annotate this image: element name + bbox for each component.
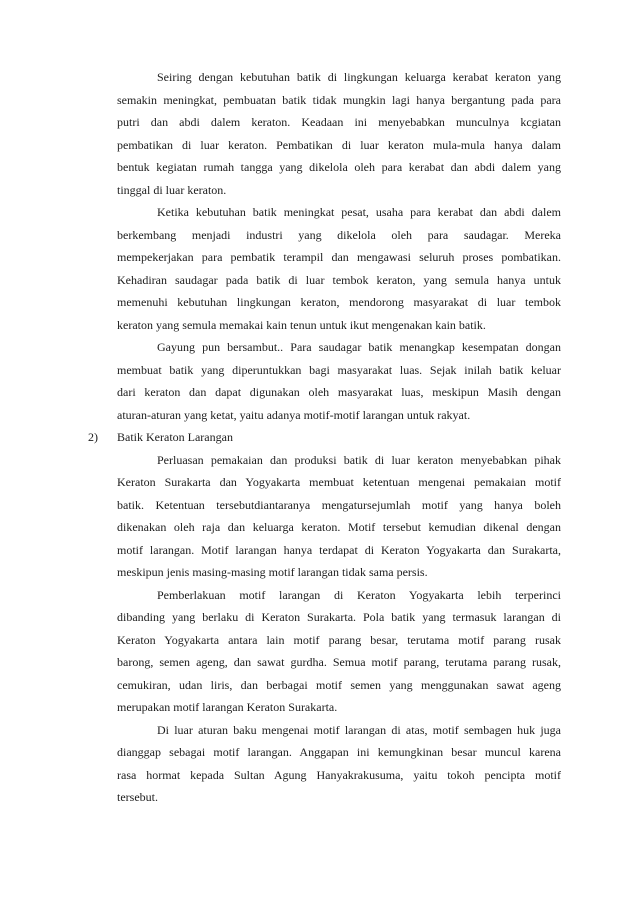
text-line: Gayung pun bersambut.. Para saudagar batik menangkap kesempatan dongan: [157, 340, 561, 354]
text-line: putri dan abdi dalem keraton. Keadaan ini menyebabkan munculnya kcgiatan: [117, 115, 561, 129]
body-text: [88, 66, 561, 809]
text-line: merupakan motif larangan Keraton Surakarta.: [117, 700, 338, 714]
text-line: Keraton Yogyakarta antara lain motif parang besar, terutama motif parang rusak: [117, 632, 561, 647]
text-line: batik. Ketentuan tersebutdiantaranya mengatursejumlah motif yang hanya boleh: [117, 497, 561, 512]
text-line: memenuhi kebutuhan lingkungan keraton, mendorong masyarakat di luar tembok: [117, 295, 561, 309]
text-line: Ketika kebutuhan batik meningkat pesat, usaha para kerabat dan abdi dalem: [157, 205, 561, 219]
text-line: Kehadiran saudagar pada batik di luar tembok keraton, yang semula hanya untuk: [117, 272, 561, 287]
paragraph: [117, 449, 561, 584]
paragraph: [117, 336, 561, 426]
text-line: meskipun jenis masing-masing motif larangan tidak sama persis.: [117, 565, 428, 579]
text-line: keraton yang semula memakai kain tenun untuk ikut mengenakan kain batik.: [117, 317, 486, 332]
text-line: dari keraton dan dapat digunakan oleh masyarakat luas, meskipun Masih dengan: [117, 385, 561, 399]
paragraph: [117, 584, 561, 719]
text-line: Keraton Surakarta dan Yogyakarta membuat ketentuan mengenai pemakaian motif: [117, 475, 561, 489]
text-line: dibanding yang berlaku di Keraton Surakarta. Pola batik yang termasuk larangan di: [117, 610, 561, 624]
text-line: berkembang menjadi industri yang dikelola oleh para saudagar. Mereka: [117, 227, 561, 242]
text-line: barong, semen ageng, dan sawat gurdha. Semua motif parang, terutama parang rusak,: [117, 655, 561, 669]
text-line: Di luar aturan baku mengenai motif larangan di atas, motif sembagen huk juga: [157, 722, 561, 737]
section-title: Batik Keraton Larangan: [117, 430, 233, 444]
text-line: bentuk kegiatan rumah tangga yang dikelola oleh para kerabat dan abdi dalem yang: [117, 160, 561, 174]
text-line: aturan-aturan yang ketat, yaitu adanya motif-motif larangan untuk rakyat.: [117, 407, 471, 422]
text-line: mempekerjakan para pembatik terampil dan mengawasi seluruh proses pombatikan.: [117, 250, 561, 264]
text-line: Perluasan pemakaian dan produksi batik di luar keraton menyebabkan pihak: [157, 452, 561, 467]
text-line: tinggal di luar keraton.: [117, 182, 227, 197]
section-heading: [88, 426, 561, 449]
text-line: semakin meningkat, pembuatan batik tidak mungkin lagi hanya bergantung pada para: [117, 92, 561, 107]
text-line: pembatikan di luar keraton. Pembatikan di luar keraton mula-mula hanya dalam: [117, 137, 561, 152]
text-line: Pemberlakuan motif larangan di Keraton Yogyakarta lebih terperinci: [157, 587, 561, 602]
text-line: Seiring dengan kebutuhan batik di lingkungan keluarga kerabat keraton yang: [157, 70, 561, 84]
paragraph: [117, 201, 561, 336]
text-line: membuat batik yang diperuntukkan bagi masyarakat luas. Sejak inilah batik keluar: [117, 362, 561, 377]
paragraph: [117, 66, 561, 201]
text-line: motif larangan. Motif larangan hanya terdapat di Keraton Yogyakarta dan Surakarta,: [117, 542, 561, 557]
paragraph: [117, 719, 561, 809]
text-line: tersebut.: [117, 790, 158, 804]
text-line: dianggap sebagai motif larangan. Anggapan ini kemungkinan besar muncul karena: [117, 745, 561, 759]
section-number: 2): [88, 430, 98, 444]
text-line: dikenakan oleh raja dan keluarga keraton. Motif tersebut kemudian dikenal dengan: [117, 520, 561, 534]
text-line: rasa hormat kepada Sultan Agung Hanyakrakusuma, yaitu tokoh pencipta motif: [117, 767, 561, 782]
text-line: cemukiran, udan liris, dan berbagai motif semen yang menggunakan sawat ageng: [117, 677, 561, 692]
